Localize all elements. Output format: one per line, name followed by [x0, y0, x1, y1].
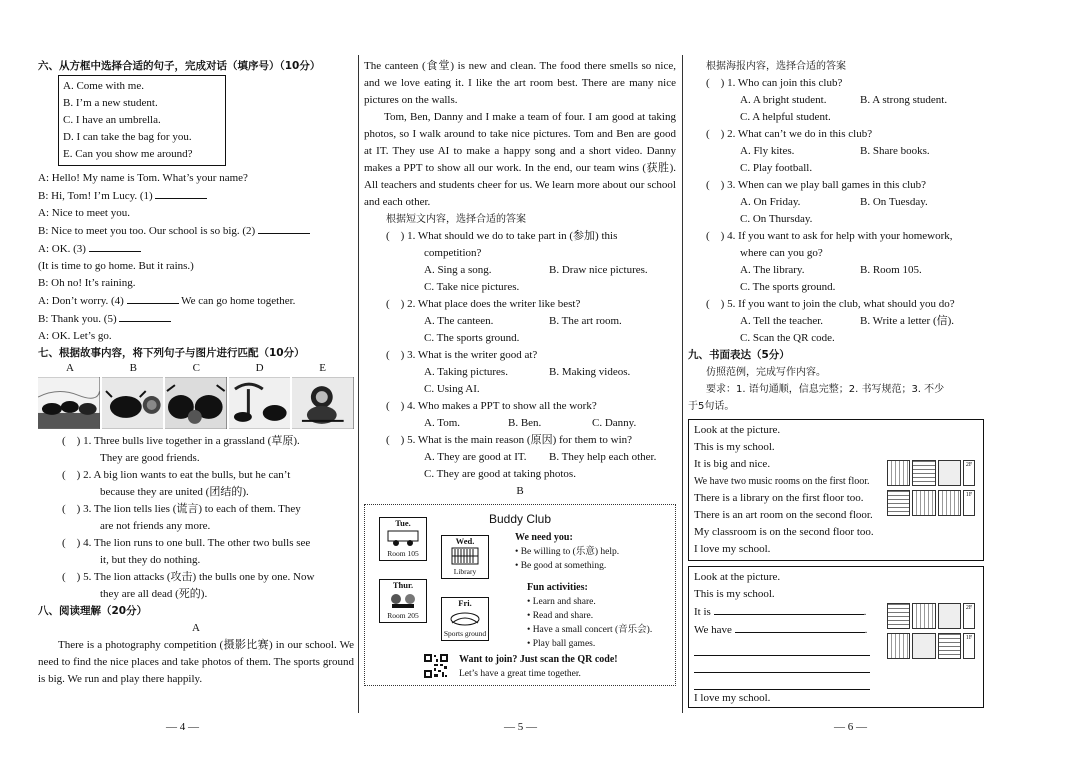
story-picture-d [229, 377, 291, 429]
question-b-3: ( ) 3. When can we play ball games in this club? A. On Friday. B. On Tuesday. C. On Thursday. [706, 179, 928, 225]
story-pictures [38, 377, 354, 429]
passage-a-paragraph-1: There is a photography competition (摄影比赛) in our school. We need to find the nice places and take photos of them. The sports ground is big. We run and play there happily. [38, 639, 354, 685]
writing-blank-2[interactable] [735, 621, 865, 633]
writing-task-box: Look at the picture. This is my school. It is . We have . I love my school. 2F 1F [688, 566, 984, 708]
buddy-club-poster [364, 504, 676, 686]
writing-instruction-2: 要求：1. 语句通顺，信息完整；2. 书写规范；3. 不少 [706, 384, 945, 395]
dialog-line: A: Nice to meet you. [38, 207, 130, 219]
page-5-column [364, 58, 676, 686]
match-item-2: ( ) 2. A big lion wants to eat the bulls, but he can’t because they are united (团结的). [62, 469, 291, 498]
question-b-2: ( ) 2. What can’t we do in this club? A. Fly kites. B. Share books. C. Play football. [706, 128, 930, 174]
question-a-4: ( ) 4. Who makes a PPT to show all the work? A. Tom. B. Ben. C. Danny. [386, 400, 637, 429]
example-box [688, 419, 984, 561]
match-item-3: ( ) 3. The lion tells lies (谎言) to each of them. They are not friends any more. [62, 503, 301, 532]
example-line: This is my school. [694, 441, 775, 453]
task-line-4: We have [694, 624, 732, 636]
passage-a-paragraph-2: Tom, Ben, Danny and I make a team of four. I am good at taking photos, so I walk around to take nice pictures. Tom and Ben are good at IT. They use AI to make a happy song and a short video. Danny makes a PPT to show all our work. In the end, our team wins (获胜). All teachers and students cheer for us. We learn more about our school and each other. [364, 111, 676, 208]
writing-blank-1[interactable] [714, 603, 864, 615]
task-line-3: It is [694, 606, 711, 618]
question-b-1: ( ) 1. Who can join this club? A. A bright student. B. A strong student. C. A helpful student. [706, 77, 948, 123]
dialog-line: A: Don’t worry. (4) We can go home together. [38, 292, 354, 310]
question-a-5: ( ) 5. What is the main reason (原因) for them to win? A. They are good at IT. B. They help each other. C. They are good at taking photos. [386, 434, 657, 480]
option-d: D. I can take the bag for you. [63, 131, 192, 143]
pic-label-d: D [255, 362, 264, 374]
story-picture-c [165, 377, 227, 429]
pic-label-e: E [319, 362, 326, 374]
pic-label-a: A [66, 362, 74, 374]
writing-blank-3[interactable] [694, 639, 870, 656]
match-item-4: ( ) 4. The lion runs to one bull. The other two bulls see it, but they do nothing. [62, 537, 311, 566]
day-block-tue: Tue. Room 105 [379, 517, 427, 561]
answer-blank-5[interactable] [119, 310, 171, 322]
passage-a-paragraph-1-cont: The canteen (食堂) is new and clean. The food there smells so nice, and we love eating it. I like the art room best. There are many nice pictures on the walls. [364, 60, 676, 106]
question-b-5: ( ) 5. If you want to join the club, what should you do? A. Tell the teacher. B. Write a letter (信). C. Scan the QR code. [706, 298, 955, 344]
classroom-icon [386, 529, 420, 547]
section7-title: 七、根据故事内容，将下列句子与图片进行匹配（10分） [38, 347, 305, 359]
day-block-wed: Wed. Library [441, 535, 489, 579]
school-floor-plan-example: 2F 1F [887, 460, 975, 520]
instruction-a: 根据短文内容，选择合适的答案 [386, 214, 526, 225]
question-a-3: ( ) 3. What is the writer good at? A. Taking pictures. B. Making videos. C. Using AI. [386, 349, 631, 395]
qr-code-icon[interactable] [423, 653, 449, 679]
example-line: We have two music rooms on the first floor. [694, 476, 870, 487]
option-a: A. Come with me. [63, 80, 144, 92]
example-line: I love my school. [694, 543, 771, 555]
story-picture-e [292, 377, 354, 429]
page-4-column [38, 58, 354, 688]
section6-title: 六、从方框中选择合适的句子，完成对话（填序号）（10分） [38, 60, 321, 72]
answer-blank-2[interactable] [258, 222, 310, 234]
option-c: C. I have an umbrella. [63, 114, 161, 126]
dialog-line: B: Oh no! It’s raining. [38, 277, 136, 289]
dialog-line: B: Hi, Tom! I’m Lucy. (1) [38, 187, 354, 205]
writing-instruction-3: 于5句话。 [688, 401, 735, 412]
answer-blank-4[interactable] [127, 292, 179, 304]
story-picture-b [102, 377, 164, 429]
writing-blank-4[interactable] [694, 656, 870, 673]
example-line: There is an art room on the second floor. [694, 509, 873, 521]
day-block-fri: Fri. Sports ground [441, 597, 489, 641]
writing-blank-5[interactable] [694, 673, 870, 690]
question-a-1: ( ) 1. What should we do to take part in (参加) this competition? A. Sing a song. B. Draw nice pictures. C. Take nice pictures. [386, 230, 648, 293]
answer-blank-1[interactable] [155, 187, 207, 199]
part-a-label: A [192, 622, 200, 634]
option-b: B. I’m a new student. [63, 97, 158, 109]
task-line-2: This is my school. [694, 588, 775, 600]
answer-blank-3[interactable] [89, 240, 141, 252]
dialog-line: A: OK. Let’s go. [38, 330, 112, 342]
options-box [58, 75, 226, 166]
page-6-column [688, 58, 984, 713]
page-number-4: — 4 — [166, 721, 199, 733]
question-b-4: ( ) 4. If you want to ask for help with your homework, where can you go? A. The library. B. Room 105. C. The sports ground. [706, 230, 953, 293]
match-item-5: ( ) 5. The lion attacks (攻击) the bulls one by one. Now they are all dead (死的). [62, 571, 315, 600]
dialog-line: (It is time to go home. But it rains.) [38, 260, 194, 272]
part-b-label: B [516, 485, 524, 497]
page-number-5: — 5 — [504, 721, 537, 733]
sports-ground-icon [448, 609, 482, 627]
example-line: My classroom is on the second floor too. [694, 526, 874, 538]
school-floor-plan-task: 2F 1F [887, 603, 975, 663]
page-number-6: — 6 — [834, 721, 867, 733]
concert-icon [386, 591, 420, 609]
dialog-line: A: Hello! My name is Tom. What’s your name? [38, 172, 248, 184]
fun-activities-section: Fun activities: • Learn and share. • Read and share. • Have a small concert (音乐会). • Play ball games. [527, 582, 653, 649]
option-e: E. Can you show me around? [63, 148, 193, 160]
picture-labels [38, 362, 354, 375]
pic-label-b: B [129, 362, 137, 374]
day-block-thur: Thur. Room 205 [379, 579, 427, 623]
task-end-line: I love my school. [694, 692, 771, 704]
instruction-b: 根据海报内容，选择合适的答案 [706, 61, 846, 72]
bookshelf-icon [450, 547, 480, 565]
example-line: There is a library on the first floor too. [694, 492, 864, 504]
section8-title: 八、阅读理解（20分） [38, 605, 148, 617]
pic-label-c: C [192, 362, 200, 374]
question-a-2: ( ) 2. What place does the writer like best? A. The canteen. B. The art room. C. The sports ground. [386, 298, 622, 344]
qr-instruction: Want to join? Just scan the QR code! Let’s have a great time together. [459, 654, 618, 679]
poster-title: Buddy Club [488, 512, 552, 526]
example-line: It is big and nice. [694, 458, 771, 470]
section9-title: 九、书面表达（5分） [688, 349, 790, 361]
example-line: Look at the picture. [694, 424, 781, 436]
task-line-1: Look at the picture. [694, 571, 781, 583]
need-section: We need you: • Be willing to (乐意) help. • Be good at something. [515, 532, 620, 571]
story-picture-a [38, 377, 100, 429]
match-item-1: ( ) 1. Three bulls live together in a grassland (草原). They are good friends. [62, 435, 300, 464]
dialog-line: B: Thank you. (5) [38, 310, 354, 328]
dialog-line: B: Nice to meet you too. Our school is so big. (2) [38, 222, 354, 240]
dialog-line: A: OK. (3) [38, 240, 354, 258]
writing-instruction-1: 仿照范例，完成写作内容。 [706, 367, 826, 378]
